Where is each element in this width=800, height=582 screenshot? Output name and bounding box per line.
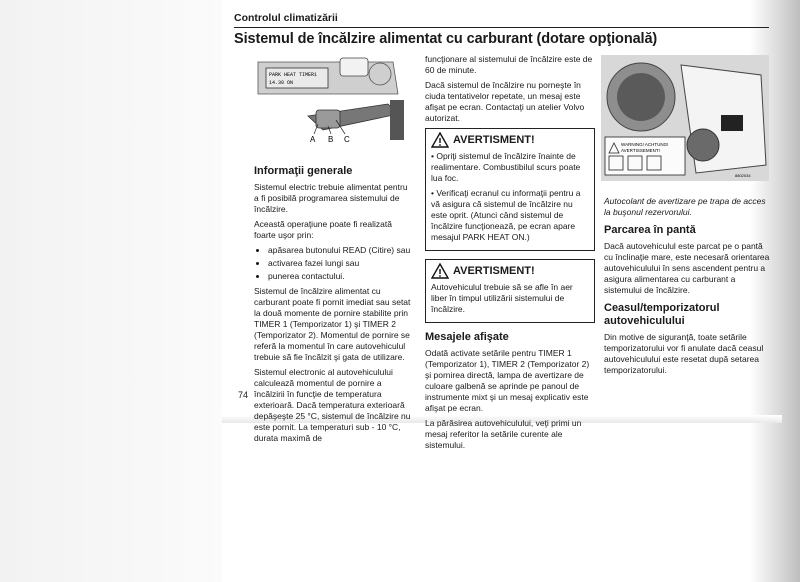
warning-box-2 bbox=[425, 259, 595, 323]
paragraph: Odată activate setările pentru TIMER 1 (Temporizator 1), TIMER 2 (Temporizator 2) şi pornirea directă, lampa de avertizare de culoare galbenă se aprinde pe panoul de instrumente mixt şi un mesaj explicativ este afişat pe ecran. bbox=[425, 348, 590, 413]
heading-clock-timer: Ceasul/temporizatorul autovehiculului bbox=[604, 302, 720, 327]
gauge-icon bbox=[340, 58, 368, 76]
warning-triangle-icon bbox=[431, 132, 449, 148]
list-item: • activarea fazei lungi sau bbox=[268, 258, 414, 269]
list-item: • punerea contactului. bbox=[268, 271, 414, 282]
paragraph: Sistemul electric trebuie alimentat pentru a fi posibilă programarea sistemului de încălzire. bbox=[254, 182, 408, 214]
heading-displayed-messages: Mesajele afişate bbox=[425, 331, 509, 343]
column-2 bbox=[425, 54, 595, 455]
warning-title: AVERTISMENT! bbox=[453, 133, 535, 146]
warning-item: • Verificaţi ecranul cu informaţii pentru a vă asigura că sistemul de încălzire nu este oprit. (Atunci când sistemul de încălzire funcţionează, pe ecran apare mesajul PARK HEAT ON.) bbox=[431, 188, 581, 242]
display-line-2: 14.30 ON bbox=[269, 80, 294, 86]
paragraph: Această operaţiune poate fi realizată foarte uşor prin: bbox=[254, 219, 392, 240]
heading-general-info: Informaţii generale bbox=[254, 165, 353, 177]
bullet-list bbox=[254, 245, 414, 282]
warning-item: • Opriţi sistemul de încălzire înainte de realimentare. Combustibilul scurs poate lua foc. bbox=[431, 151, 581, 183]
label-b: B bbox=[328, 135, 334, 144]
paragraph: Sistemul electronic al autovehiculului calculează momentul de pornire a încălzirii în funcţie de temperatura exterioară. Dacă temperatura exterioară depăşeşte 25 °C, sistemul de încălzire nu este pornit. La temperaturi sub - 10 °C, durata maximă de bbox=[254, 367, 411, 443]
paragraph: La părăsirea autovehiculului, veţi primi un mesaj referitor la setările curente ale sistemului. bbox=[425, 418, 582, 450]
warning-text: Autovehiculul trebuie să se afle în aer liber în timpul utilizării sistemului de încălzire. bbox=[431, 282, 573, 314]
list-item: • apăsarea butonului READ (Citire) sau bbox=[268, 245, 414, 256]
page-number: 74 bbox=[238, 390, 249, 400]
figure-caption: Autocolant de avertizare pe trapa de acces la buşonul rezervorului. bbox=[604, 196, 766, 217]
label-a: A bbox=[310, 135, 316, 144]
display-line-1: PARK HEAT TIMER1 bbox=[269, 72, 318, 78]
page-title: Sistemul de încălzire alimentat cu carburant (dotare opţională) bbox=[234, 31, 658, 47]
dashboard-stalk-figure bbox=[248, 54, 410, 154]
warning-triangle-icon bbox=[431, 263, 449, 279]
column-3 bbox=[604, 196, 772, 380]
warning-title: AVERTISMENT! bbox=[453, 264, 535, 277]
sticker-text-2: AVERTISSEMENT! bbox=[621, 148, 660, 153]
header-rule bbox=[234, 27, 769, 28]
section-header: Controlul climatizării bbox=[234, 12, 338, 24]
sticker-text-1: WARNING! ACHTUNG! bbox=[621, 142, 669, 147]
paragraph: funcţionare al sistemului de încălzire este de 60 de minute. bbox=[425, 54, 593, 75]
paragraph: Din motive de siguranţă, toate setările temporizatorului vor fi anulate dacă ceasul autovehiculului este resetat după setarea temporizatorului. bbox=[604, 332, 764, 375]
column-1 bbox=[254, 159, 414, 448]
fuel-flap-figure bbox=[601, 55, 769, 181]
paragraph: Dacă sistemul de încălzire nu porneşte în ciuda tentativelor repetate, un mesaj este afişat pe ecran. Contactaţi un atelier Volvo autorizat. bbox=[425, 80, 585, 123]
scan-background-left bbox=[0, 0, 222, 582]
paragraph: Dacă autovehiculul este parcat pe o pantă cu înclinaţie mare, este necesară orientarea autovehiculului în sens ascendent pentru a asigura alimentarea cu carburant a sistemului de încălzire. bbox=[604, 241, 770, 295]
figure-code: 8802034 bbox=[735, 173, 751, 178]
label-c: C bbox=[344, 135, 350, 144]
fuel-cap-icon bbox=[687, 129, 719, 161]
heading-parking-slope: Parcarea în pantă bbox=[604, 224, 696, 236]
paragraph: Sistemul de încălzire alimentat cu carburant poate fi pornit imediat sau setat la două momente de pornire stabilite prin TIMER 1 (Temporizator 1) şi TIMER 2 (Temporizator 2). Momentul de pornire se referă la momentul în care autovehiculul trebuie să fie încălzit şi gata de utilizare. bbox=[254, 286, 411, 362]
warning-box-1 bbox=[425, 128, 595, 251]
